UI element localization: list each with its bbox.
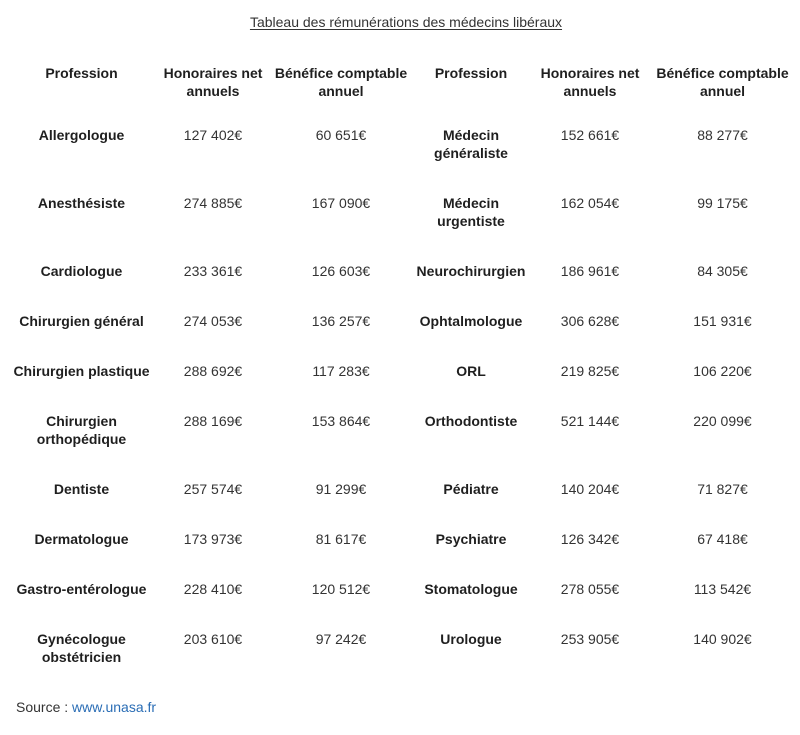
profession-cell: Allergologue bbox=[38, 127, 125, 143]
fees-cell: 127 402€ bbox=[183, 127, 243, 143]
profit-cell: 99 175€ bbox=[697, 195, 748, 211]
profession-cell: Pédiatre bbox=[443, 481, 499, 497]
table-caption: Tableau des rémunérations des médecins libéraux bbox=[249, 14, 563, 30]
profession-cell: ORL bbox=[456, 363, 486, 379]
fees-cell: 162 054€ bbox=[560, 195, 620, 211]
table-row bbox=[11, 480, 799, 530]
profession-cell: Neurochirurgien bbox=[416, 263, 526, 279]
fees-cell: 288 169€ bbox=[183, 413, 243, 429]
source-line bbox=[16, 699, 156, 715]
profit-cell: 88 277€ bbox=[697, 127, 748, 143]
column-header: Profession bbox=[434, 65, 508, 81]
profession-cell: Chirurgien général bbox=[19, 313, 144, 329]
profit-cell: 220 099€ bbox=[693, 413, 752, 429]
profession-cell: Gynécologue obstétricien bbox=[37, 631, 126, 665]
profession-cell: Urologue bbox=[440, 631, 502, 647]
table-row bbox=[11, 362, 799, 412]
profession-cell: Cardiologue bbox=[40, 263, 123, 279]
column-header: Bénéfice comptable annuel bbox=[274, 65, 408, 99]
fees-cell: 257 574€ bbox=[183, 481, 243, 497]
column-header: Bénéfice comptable annuel bbox=[656, 65, 789, 99]
profession-cell: Gastro-entérologue bbox=[16, 581, 147, 597]
profession-cell: Médecin urgentiste bbox=[437, 195, 505, 229]
profit-cell: 113 542€ bbox=[693, 581, 752, 597]
profession-cell: Dentiste bbox=[53, 481, 110, 497]
profit-cell: 60 651€ bbox=[315, 127, 367, 143]
column-header: Honoraires net annuels bbox=[540, 65, 640, 99]
profit-cell: 67 418€ bbox=[697, 531, 748, 547]
profession-cell: Anesthésiste bbox=[37, 195, 126, 211]
fees-cell: 186 961€ bbox=[560, 263, 620, 279]
table-row bbox=[11, 262, 799, 312]
column-header: Profession bbox=[45, 65, 118, 81]
profit-cell: 84 305€ bbox=[697, 263, 748, 279]
table-row bbox=[11, 194, 799, 262]
profession-cell: Médecin généraliste bbox=[434, 127, 508, 161]
profession-cell: Psychiatre bbox=[435, 531, 507, 547]
profit-cell: 140 902€ bbox=[693, 631, 752, 647]
table-row bbox=[11, 530, 799, 580]
source-label: Source : bbox=[16, 699, 73, 715]
profit-cell: 136 257€ bbox=[311, 313, 371, 329]
profession-cell: Orthodontiste bbox=[424, 413, 518, 429]
fees-cell: 274 053€ bbox=[183, 313, 243, 329]
fees-cell: 521 144€ bbox=[560, 413, 620, 429]
fees-cell: 219 825€ bbox=[560, 363, 620, 379]
table-row bbox=[11, 312, 799, 362]
profit-cell: 117 283€ bbox=[312, 363, 370, 379]
fees-cell: 233 361€ bbox=[183, 263, 243, 279]
fees-cell: 152 661€ bbox=[560, 127, 620, 143]
table-row bbox=[11, 580, 799, 630]
fees-cell: 306 628€ bbox=[560, 313, 620, 329]
fees-cell: 278 055€ bbox=[560, 581, 620, 597]
profession-cell: Ophtalmologue bbox=[419, 313, 523, 329]
profession-cell: Chirurgien plastique bbox=[13, 363, 150, 379]
fees-cell: 228 410€ bbox=[183, 581, 243, 597]
table-row bbox=[11, 412, 799, 480]
profit-cell: 120 512€ bbox=[311, 581, 371, 597]
profit-cell: 97 242€ bbox=[315, 631, 367, 647]
profit-cell: 91 299€ bbox=[315, 481, 367, 497]
profession-cell: Chirurgien orthopédique bbox=[36, 413, 127, 447]
profit-cell: 81 617€ bbox=[315, 531, 367, 547]
profession-cell: Dermatologue bbox=[34, 531, 129, 547]
profit-cell: 151 931€ bbox=[693, 313, 752, 329]
fees-cell: 126 342€ bbox=[560, 531, 620, 547]
fees-cell: 288 692€ bbox=[183, 363, 243, 379]
table-row bbox=[11, 126, 799, 194]
remuneration-table bbox=[11, 56, 799, 698]
source-link[interactable]: www.unasa.fr bbox=[72, 699, 157, 715]
fees-cell: 253 905€ bbox=[560, 631, 620, 647]
fees-cell: 173 973€ bbox=[183, 531, 243, 547]
table-row bbox=[11, 630, 799, 698]
profit-cell: 153 864€ bbox=[311, 413, 371, 429]
fees-cell: 203 610€ bbox=[183, 631, 243, 647]
fees-cell: 274 885€ bbox=[183, 195, 243, 211]
profit-cell: 126 603€ bbox=[311, 263, 371, 279]
profit-cell: 71 827€ bbox=[697, 481, 748, 497]
profit-cell: 106 220€ bbox=[693, 363, 752, 379]
profit-cell: 167 090€ bbox=[311, 195, 371, 211]
table-header-row bbox=[11, 56, 799, 126]
profession-cell: Stomatologue bbox=[424, 581, 518, 597]
column-header: Honoraires net annuels bbox=[163, 65, 263, 99]
fees-cell: 140 204€ bbox=[560, 481, 620, 497]
